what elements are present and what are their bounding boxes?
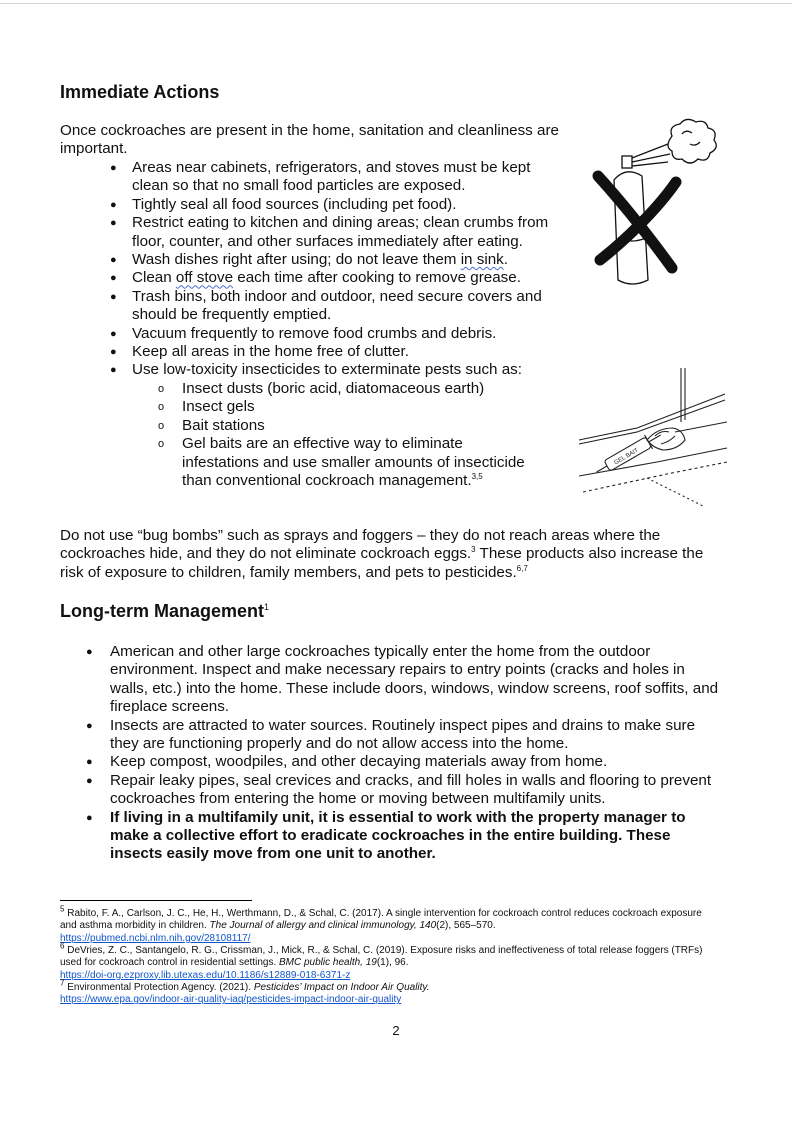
footnote-6: $^6$ DeVries, Z. C., Santangelo, R. G., Crissman, J., Mick, R., & Schal, C. (2019). Exposure risks and ineffectiveness of total release foggers (TRFs) used for cockroach control in residential settings. BMC public health, 19(1), 96. https://doi-org.ezproxy.lib.utexas.edu/10.1186/s12889-018-6371-z	[60, 941, 703, 981]
footnote-separator	[60, 900, 252, 901]
list-item: ● Repair leaky pipes, seal crevices and cracks, and fill holes in walls and flooring to prevent cockroaches from entering the home or moving between multifamily units.	[86, 772, 722, 809]
page-number: 2	[392, 1023, 400, 1038]
list-item: ● Clean off stove each time after cooking to remove grease.	[110, 269, 550, 287]
citation-ref: 3	[471, 545, 476, 555]
citation-ref: 1	[264, 602, 270, 612]
footnote-5: $^5$ Rabito, F. A., Carlson, J. C., He, H., Werthmann, D., & Schal, C. (2017). A single intervention for cockroach control reduces cockroach exposure and asthma morbidity in children. The Journal of allergy and clinical immunology, 140(2), 565–570. https://pubmed.ncbi.nlm.nih.gov/28108117/	[60, 904, 702, 944]
citation-ref: 6,7	[516, 563, 528, 573]
page-top-border	[0, 3, 792, 4]
list-item: ● American and other large cockroaches typically enter the home from the outdoor environment. Inspect and make necessary repairs to entry points (cracks and holes in walls, etc.) into the home. These include doors, windows, window screens, roof soffits, and fireplace screens.	[86, 643, 722, 717]
list-item: ● Areas near cabinets, refrigerators, and stoves must be kept clean so that no small food particles are exposed.	[110, 159, 550, 196]
list-item: ● Keep compost, woodpiles, and other decaying materials away from home.	[86, 753, 722, 771]
list-item: ● Wash dishes right after using; do not leave them in sink.	[110, 251, 550, 269]
sublist-item: o Insect dusts (boric acid, diatomaceous earth)	[158, 380, 528, 398]
sublist-item: o Gel baits are an effective way to eliminate infestations and use smaller amounts of insecticide than conventional cockroach management.$^{3,5}$	[158, 435, 528, 490]
list-item: ● Insects are attracted to water sources. Routinely inspect pipes and drains to make sure they are functioning properly and do not allow access into the home.	[86, 717, 722, 754]
long-term-list	[86, 643, 722, 864]
bug-bomb-paragraph: Do not use “bug bombs” such as sprays and foggers – they do not reach areas where the cockroaches hide, and they do not eliminate cockroach eggs.$^3$ These products also increase the risk of exposure to children, family members, and pets to pesticides.$^{6,7}$	[60, 527, 704, 581]
list-item: ● Vacuum frequently to remove food crumbs and debris.	[110, 325, 550, 343]
list-item: ● If living in a multifamily unit, it is essential to work with the property manager to make a collective effort to eradicate cockroaches in the entire building. These insects easily move from one unit to another.	[86, 809, 722, 864]
footnote-7: $^7$ Environmental Protection Agency. (2021). Pesticides’ Impact on Indoor Air Quality. https://www.epa.gov/indoor-air-quality-iaq/pesticides-impact-indoor-air-quality	[60, 978, 430, 1006]
immediate-actions-list	[110, 159, 550, 490]
list-item: ● Keep all areas in the home free of clutter.	[110, 343, 550, 361]
heading-long-term-management: Long-term Management$^1$	[60, 601, 270, 621]
crossed-spray-can-illustration	[588, 118, 724, 288]
list-item: ● Tightly seal all food sources (including pet food).	[110, 196, 550, 214]
list-item: ● Restrict eating to kitchen and dining areas; clean crumbs from floor, counter, and other surfaces immediately after eating.	[110, 214, 550, 251]
footnote-link[interactable]: https://pubmed.ncbi.nlm.nih.gov/28108117/	[60, 932, 251, 944]
intro-paragraph: Once cockroaches are present in the home, sanitation and cleanliness are important.	[60, 122, 559, 158]
list-item: ● Use low-toxicity insecticides to exterminate pests such as: o Insect dusts (boric acid, diatomaceous earth) o Insect gels o Bait stations o Gel baits are an effective way to eliminate infestations and use smaller amounts of insecticide than conventional cockroach management.$^{3,5}$	[110, 361, 550, 490]
syringe-label: GEL BAIT	[613, 447, 640, 467]
list-item: ● Trash bins, both indoor and outdoor, need secure covers and should be frequently emptied.	[110, 288, 550, 325]
insecticide-sublist	[158, 380, 528, 490]
sublist-item: o Bait stations	[158, 417, 528, 435]
gel-bait-syringe-illustration	[577, 366, 729, 508]
heading-immediate-actions: Immediate Actions	[60, 82, 220, 102]
citation-ref: 3,5	[471, 471, 483, 481]
sublist-item: o Insect gels	[158, 398, 528, 416]
footnote-link[interactable]: https://doi-org.ezproxy.lib.utexas.edu/10.1186/s12889-018-6371-z	[60, 969, 351, 981]
footnote-link[interactable]: https://www.epa.gov/indoor-air-quality-iaq/pesticides-impact-indoor-air-quality	[60, 994, 402, 1006]
